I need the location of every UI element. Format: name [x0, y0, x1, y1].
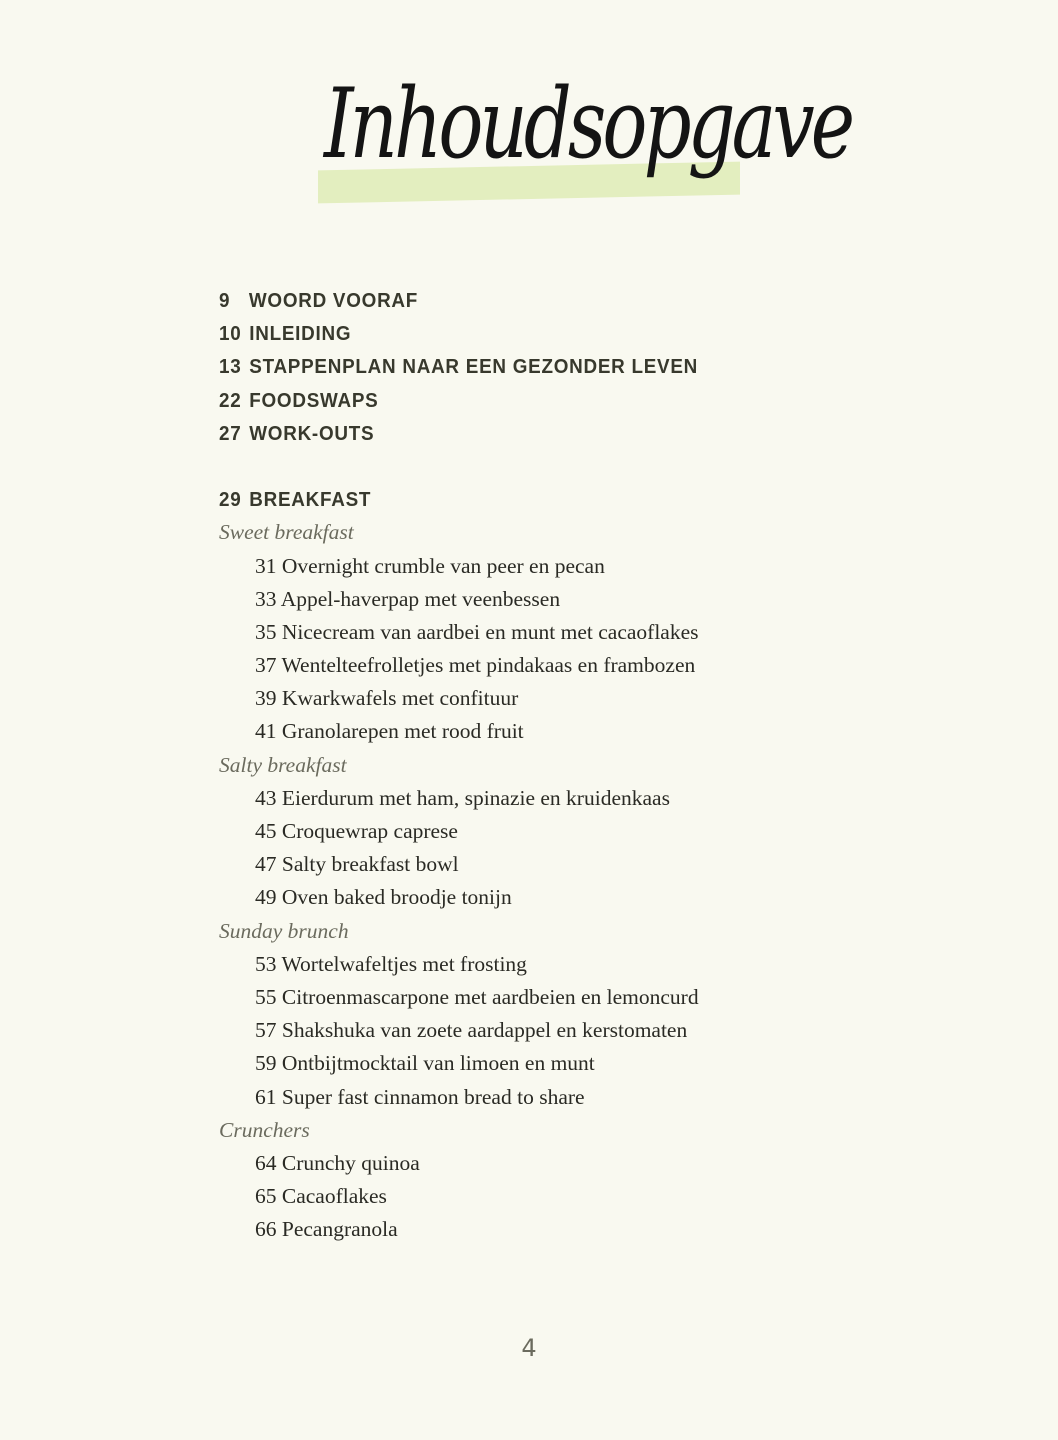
toc-section — [219, 284, 789, 317]
recipe-entry: 59 Ontbijtmocktail van limoen en munt — [255, 1051, 595, 1076]
recipe-entry: 33 Appel-haverpap met veenbessen — [255, 586, 561, 611]
recipe-entry: 65 Cacaoflakes — [255, 1184, 387, 1209]
section-page-number: 29 — [219, 488, 242, 512]
recipe-entry: 47 Salty breakfast bowl — [255, 852, 459, 877]
recipe-entry: 49 Oven baked broodje tonijn — [255, 885, 512, 910]
section-title: BREAKFAST — [249, 488, 372, 512]
toc-section — [219, 384, 789, 417]
toc-section — [219, 417, 789, 450]
section-page-number: 27 — [219, 421, 242, 445]
recipe-entry: 61 Super fast cinnamon bread to share — [255, 1084, 585, 1109]
recipe-entry: 66 Pecangranola — [255, 1217, 398, 1242]
page-number: 4 — [521, 1334, 537, 1362]
section-title: INLEIDING — [249, 322, 352, 346]
page-title: Inhoudsopgave — [324, 68, 852, 180]
section-page-number: 9 — [219, 289, 231, 312]
recipe-entry: 31 Overnight crumble van peer en pecan — [255, 553, 605, 578]
toc-section — [219, 317, 789, 350]
recipe-entry: 45 Croquewrap caprese — [255, 819, 458, 843]
recipe-entry: 53 Wortelwafeltjes met frosting — [255, 951, 527, 976]
category-heading: Crunchers — [219, 1117, 310, 1142]
category-heading: Sweet breakfast — [219, 520, 354, 545]
table-of-contents — [219, 284, 839, 1246]
toc-section — [219, 350, 789, 383]
recipe-entry: 39 Kwarkwafels met confituur — [255, 686, 519, 711]
category-heading: Salty breakfast — [219, 752, 347, 777]
section-page-number: 22 — [219, 388, 242, 412]
recipe-entry: 37 Wentelteefrolletjes met pindakaas en frambozen — [255, 653, 696, 678]
recipe-entry: 55 Citroenmascarpone met aardbeien en lemoncurd — [255, 984, 699, 1009]
recipe-entry: 41 Granolarepen met rood fruit — [255, 719, 524, 744]
recipe-entry: 57 Shakshuka van zoete aardappel en kerstomaten — [255, 1018, 688, 1043]
section-title: FOODSWAPS — [249, 388, 379, 412]
toc-section-breakfast — [219, 483, 789, 516]
title-block — [318, 68, 852, 252]
recipe-entry: 43 Eierdurum met ham, spinazie en kruidenkaas — [255, 785, 670, 810]
section-spacer — [219, 450, 839, 483]
section-title: WOORD VOORAF — [248, 289, 419, 312]
category-heading: Sunday brunch — [219, 918, 349, 943]
section-page-number: 10 — [219, 322, 242, 346]
recipe-entry: 64 Crunchy quinoa — [255, 1150, 420, 1175]
section-page-number: 13 — [219, 355, 242, 379]
section-title: WORK-OUTS — [249, 421, 375, 445]
recipe-entry: 35 Nicecream van aardbei en munt met cacaoflakes — [255, 619, 699, 644]
section-title: STAPPENPLAN NAAR EEN GEZONDER LEVEN — [249, 355, 699, 379]
